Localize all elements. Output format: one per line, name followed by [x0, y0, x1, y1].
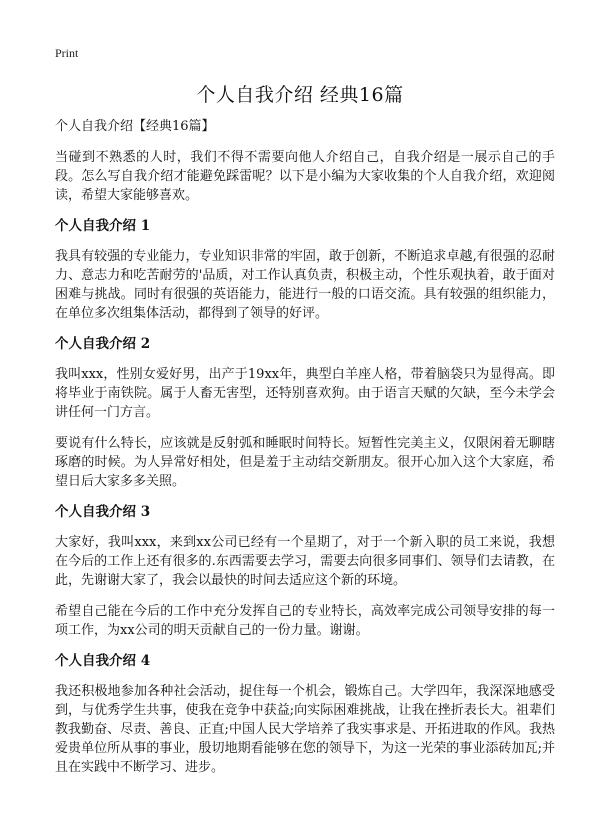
section-heading-2: 个人自我介绍 2 [55, 336, 151, 352]
section-2-paragraph-2: 要说有什么特长，应该就是反射弧和睡眠时间特长。短暂性完美主义，仅限闲着无聊瞎琢磨的时候。为人异常好相处，但是羞于主动结交新朋友。很开心加入这个大家庭，希望日后大家多多关照。 [55, 436, 555, 489]
article-subtitle: 个人自我介绍【经典16篇】 [55, 119, 215, 134]
section-4-paragraph-1: 我还积极地参加各种社会活动，捉住每一个机会，锻炼自己。大学四年，我深深地感受到，与优秀学生共事，使我在竞争中获益;向实际困难挑战，让我在挫折表长大。祖辈们教我勤奋、尽责、善良、正直;中国人民大学培养了我实事求是、开拓进取的作风。我热爱贵单位所从事的事业，殷切地期看能够在您的领导下，为这一光荣的事业添砖加瓦;并且在实践中不断学习、进步。 [55, 684, 555, 775]
section-heading-4: 个人自我介绍 4 [55, 653, 151, 669]
intro-paragraph: 当碰到不熟悉的人时，我们不得不需要向他人介绍自己，自我介绍是一展示自己的手段。怎么写自我介绍才能避免踩雷呢？以下是小编为大家收集的个人自我介绍，欢迎阅读，希望大家能够喜欢。 [55, 150, 555, 203]
section-2-paragraph-1: 我叫xxx，性别女爱好男，出产于19xx年，典型白羊座人格，带着脑袋只为显得高。即将毕业于南铁院。属于人畜无害型，还特别喜欢狗。由于语言天赋的欠缺，至今未学会讲任何一门方言。 [55, 367, 555, 420]
section-3-paragraph-2: 希望自己能在今后的工作中充分发挥自己的专业特长，高效率完成公司领导安排的每一项工作，为xx公司的明天贡献自己的一份力量。谢谢。 [55, 604, 555, 638]
section-3-paragraph-1: 大家好，我叫xxx，来到xx公司已经有一个星期了，对于一个新入职的员工来说，我想在今后的工作上还有很多的.东西需要去学习，需要去向很多同事们、领导们去请教，在此，先谢谢大家了，我会以最快的时间去适应这个新的环境。 [55, 535, 555, 588]
section-heading-3: 个人自我介绍 3 [55, 504, 151, 520]
print-link[interactable]: Print [55, 46, 79, 60]
article-body [55, 118, 555, 789]
section-1-paragraph-1: 我具有较强的专业能力，专业知识非常的牢固，敢于创新，不断追求卓越,有很强的忍耐力、意志力和吃苦耐劳的'品质，对工作认真负责，积极主动，个性乐观执着，敢于面对困难与挑战。同时有很强的英语能力，能进行一般的口语交流。具有较强的组织能力，在单位多次组集体活动，都得到了领导的好评。 [55, 249, 555, 321]
page-title: 个人自我介绍 经典16篇 [196, 84, 404, 106]
section-heading-1: 个人自我介绍 1 [55, 218, 151, 234]
